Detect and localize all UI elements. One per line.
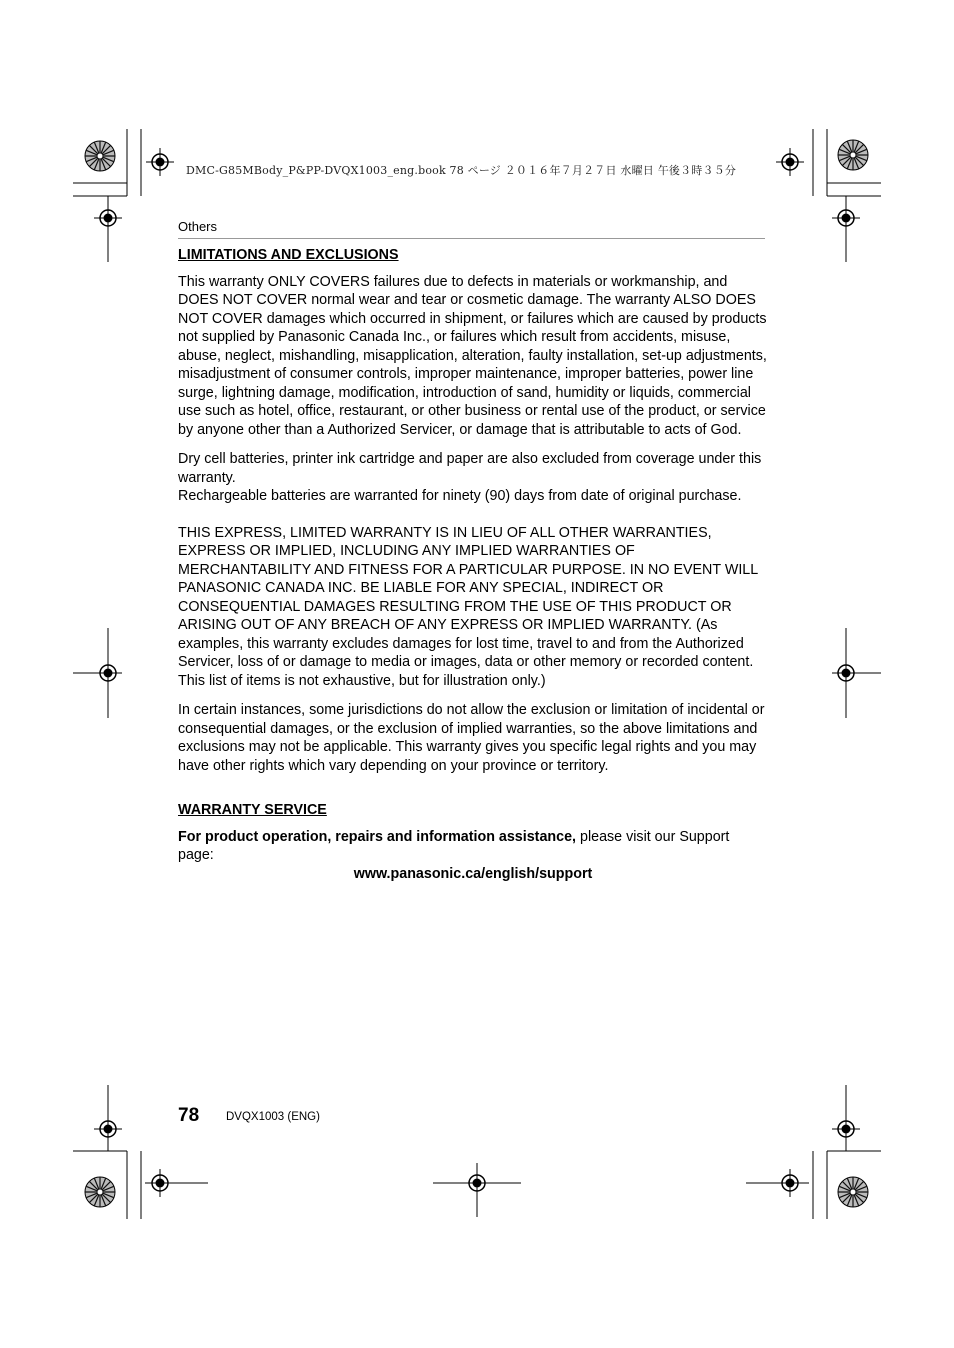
print-slug: DMC-G85MBody_P&PP-DVQX1003_eng.book 78 ページ ２０１６年７月２７日 水曜日 午後３時３５分 bbox=[186, 164, 737, 177]
page-content bbox=[178, 246, 768, 897]
header-rule bbox=[178, 238, 765, 239]
page-number: 78 bbox=[178, 1105, 200, 1126]
limitations-heading: LIMITATIONS AND EXCLUSIONS bbox=[178, 247, 399, 263]
section-label: Others bbox=[178, 219, 218, 234]
limitations-paragraph-5: In certain instances, some jurisdictions do not allow the exclusion or limitation of incidental or consequential damages, or the exclusion of implied warranties, so the above limitations and exclusions may not be applicable. This warranty gives you specific legal rights and you may have other rights which vary depending on your province or territory. bbox=[178, 702, 765, 774]
limitations-paragraph-4: THIS EXPRESS, LIMITED WARRANTY IS IN LIEU OF ALL OTHER WARRANTIES, EXPRESS OR IMPLIED, INCLUDING ANY IMPLIED WARRANTIES OF MERCHANTABILITY AND FITNESS FOR A PARTICULAR PURPOSE. IN NO EVENT WILL PANASONIC CANADA INC. BE LIABLE FOR ANY SPECIAL, INDIRECT OR CONSEQUENTIAL DAMAGES RESULTING FROM THE USE OF THIS PRODUCT OR ARISING OUT OF ANY BREACH OF ANY EXPRESS OR IMPLIED WARRANTY. (As examples, this warranty excludes damages for lost time, travel to and from the Authorized Servicer, loss of or damage to media or images, data or other memory or recorded content. This list of items is not exhaustive, but for illustration only.) bbox=[178, 524, 758, 689]
service-lead-rest: please visit our Support page: bbox=[178, 828, 730, 863]
service-lead-bold: For product operation, repairs and information assistance, bbox=[178, 828, 577, 845]
service-lead bbox=[178, 828, 768, 865]
support-url[interactable]: www.panasonic.ca/english/support bbox=[353, 865, 593, 882]
limitations-paragraph-3: Rechargeable batteries are warranted for ninety (90) days from date of original purchase. bbox=[178, 488, 742, 504]
limitations-paragraph-1: This warranty ONLY COVERS failures due to defects in materials or workmanship, and DOES NOT COVER normal wear and tear or cosmetic damage. The warranty ALSO DOES NOT COVER damages which occurred in shipment, or failures which are caused by products not supplied by Panasonic Canada Inc., or failures which result from accidents, misuse, abuse, neglect, mishandling, misapplication, alteration, faulty installation, set-up adjustments, misadjustment of consumer controls, improper maintenance, improper batteries, power line surge, lightning damage, modification, introduction of sand, humidity or liquids, commercial use such as hotel, office, restaurant, or other business or rental use of the product, or service by anyone other than a Authorized Servicer, or damage that is attributable to acts of God. bbox=[178, 273, 767, 438]
document-code: DVQX1003 (ENG) bbox=[226, 1111, 320, 1123]
limitations-paragraph-2: Dry cell batteries, printer ink cartridge and paper are also excluded from coverage under this warranty. bbox=[178, 451, 762, 486]
warranty-service-heading: WARRANTY SERVICE bbox=[178, 802, 327, 818]
